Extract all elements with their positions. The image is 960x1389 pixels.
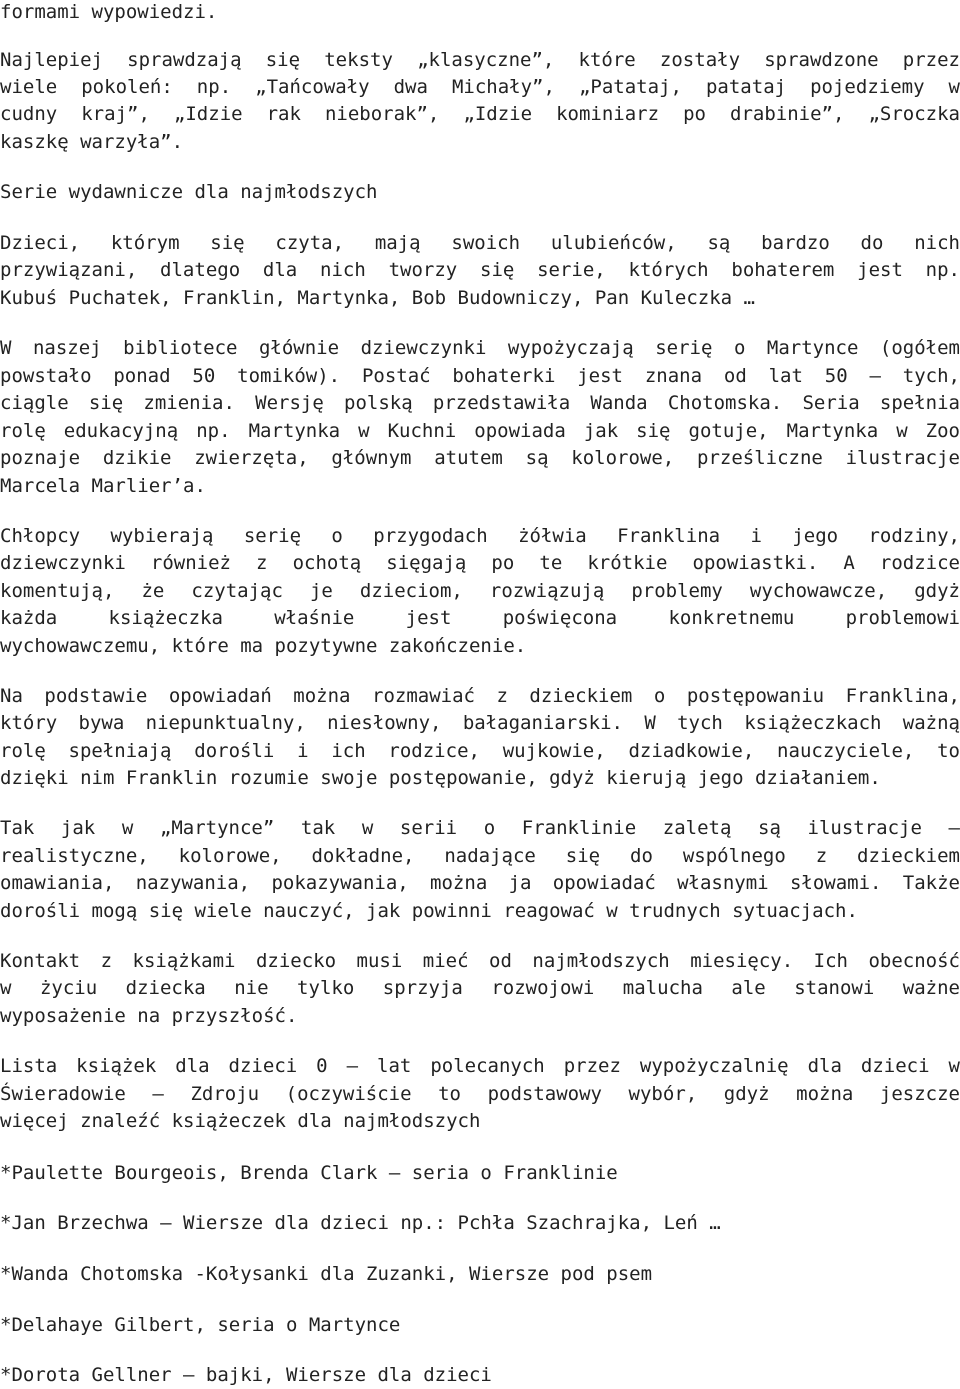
text-line: Na podstawie opowiadań można rozmawiać z dzieckiem o postępowaniu Franklina, xyxy=(0,685,960,707)
text-line: rolę spełniają dorośli i ich rodzice, wujkowie, dziadkowie, nauczyciele, to xyxy=(0,740,960,762)
section-heading-series: Serie wydawnicze dla najmłodszych xyxy=(0,181,378,203)
text-line: Marcela Marlier’a. xyxy=(0,475,206,497)
text-line: Świeradowie – Zdroju (oczywiście to podstawowy wybór, gdyż można jeszcze xyxy=(0,1083,960,1105)
text-line: w życiu dziecka nie tylko sprzyja rozwojowi malucha ale stanowi ważne xyxy=(0,977,960,999)
text-line: Najlepiej sprawdzają się teksty „klasyczne”, które zostały sprawdzone przez xyxy=(0,49,960,71)
text-line: Kubuś Puchatek, Franklin, Martynka, Bob Budowniczy, Pan Kuleczka … xyxy=(0,287,755,309)
text-line: przywiązani, dlatego dla nich tworzy się serie, których bohaterem jest np. xyxy=(0,259,960,281)
text-line: wyposażenie na przyszłość. xyxy=(0,1005,298,1027)
text-line: ciągle się zmienia. Wersję polską przedstawiła Wanda Chotomska. Seria spełnia xyxy=(0,392,960,414)
text-line: Dzieci, którym się czyta, mają swoich ulubieńców, są bardzo do nich xyxy=(0,232,960,254)
book-list-item: *Paulette Bourgeois, Brenda Clark – seria o Franklinie xyxy=(0,1162,618,1184)
text-line: wychowawczemu, które ma pozytywne zakończenie. xyxy=(0,635,527,657)
book-list-item: *Jan Brzechwa – Wiersze dla dzieci np.: Pchła Szachrajka, Leń … xyxy=(0,1212,721,1234)
paragraph-intro-tail-line: formami wypowiedzi. xyxy=(0,1,218,23)
text-line: realistyczne, kolorowe, dokładne, nadające się do wspólnego z dzieckiem xyxy=(0,845,960,867)
text-line: W naszej bibliotece głównie dziewczynki wypożyczają serię o Martynce (ogółem xyxy=(0,337,960,359)
text-line: dziewczynki również z ochotą sięgają po te krótkie opowiastki. A rodzice xyxy=(0,552,960,574)
text-line: Chłopcy wybierają serię o przygodach żółwia Franklina i jego rodziny, xyxy=(0,525,960,547)
text-line: dorośli mogą się wiele nauczyć, jak powinni reagować w trudnych sytuacjach. xyxy=(0,900,858,922)
text-line: więcej znaleźć książeczek dla najmłodszych xyxy=(0,1110,481,1132)
text-line: omawiania, nazywania, pokazywania, można ja opowiadać własnymi słowami. Także xyxy=(0,872,960,894)
text-line: Tak jak w „Martynce” tak w serii o Franklinie zaletą są ilustracje – xyxy=(0,817,960,839)
text-line: który bywa niepunktualny, niesłowny, bałaganiarski. W tych książeczkach ważną xyxy=(0,712,960,734)
text-line: dzięki nim Franklin rozumie swoje postępowanie, gdyż kierują jego działaniem. xyxy=(0,767,881,789)
text-line: rolę edukacyjną np. Martynka w Kuchni opowiada jak się gotuje, Martynka w Zoo xyxy=(0,420,960,442)
text-line: wiele pokoleń: np. „Tańcowały dwa Michały”, „Patataj, patataj pojedziemy w xyxy=(0,76,960,98)
book-list-item: *Dorota Gellner – bajki, Wiersze dla dzieci xyxy=(0,1364,492,1386)
text-line: poznaje dzikie zwierzęta, głównym atutem są kolorowe, prześliczne ilustracje xyxy=(0,447,960,469)
book-list-item: *Delahaye Gilbert, seria o Martynce xyxy=(0,1314,401,1336)
text-line: Kontakt z książkami dziecko musi mieć od najmłodszych miesięcy. Ich obecność xyxy=(0,950,960,972)
text-line: Lista książek dla dzieci 0 – lat polecanych przez wypożyczalnię dla dzieci w xyxy=(0,1055,960,1077)
text-line: cudny kraj”, „Idzie rak nieborak”, „Idzie kominiarz po drabinie”, „Sroczka xyxy=(0,103,960,125)
text-line: kaszkę warzyła”. xyxy=(0,131,184,153)
text-line: każda książeczka właśnie jest poświęcona konkretnemu problemowi xyxy=(0,607,960,629)
text-line: komentują, że czytając je dzieciom, rozwiązują problemy wychowawcze, gdyż xyxy=(0,580,960,602)
book-list-item: *Wanda Chotomska -Kołysanki dla Zuzanki, Wiersze pod psem xyxy=(0,1263,653,1285)
text-line: powstało ponad 50 tomików). Postać bohaterki jest znana od lat 50 – tych, xyxy=(0,365,960,387)
